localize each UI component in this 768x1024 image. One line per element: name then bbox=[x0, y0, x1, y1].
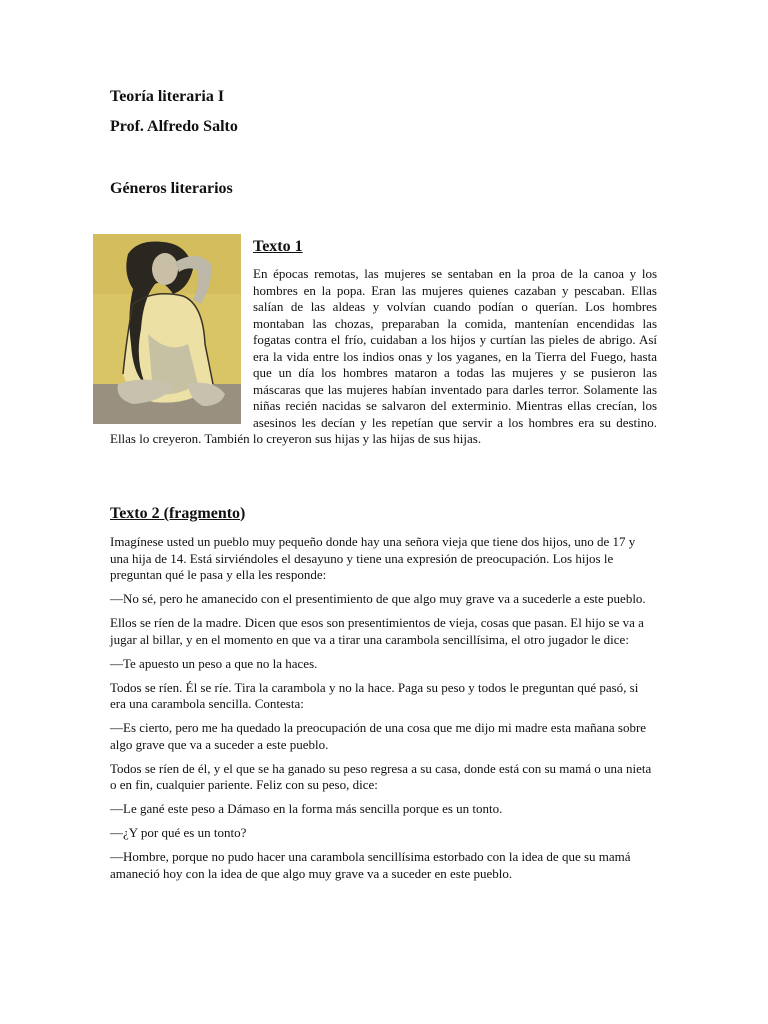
texto2-paragraph: —Es cierto, pero me ha quedado la preocupación de una cosa que me dijo mi madre esta mañana sobre algo grave que va a suceder a este pueblo. bbox=[110, 720, 647, 752]
texto2-paragraph: Todos se ríen de él, y el que se ha ganado su peso regresa a su casa, donde está con su mamá o una nieta o en fin, cualquier pariente. Feliz con su peso, dice: bbox=[110, 760, 652, 792]
image-wrap-spacer bbox=[110, 266, 253, 428]
texto2-paragraph: Imagínese usted un pueblo muy pequeño donde hay una señora vieja que tiene dos hijos, uno de 17 y una hija de 14. Está sirviéndoles el desayuno y tiene una expresión de preocupación. Los hijos le preguntan qué le pasa y ella les responde: bbox=[110, 534, 636, 582]
texto2-paragraph: —Hombre, porque no pudo hacer una carambola sencillísima estorbado con la idea de que su mamá amaneció hoy con la idea de que algo muy grave va a suceder en este pueblo. bbox=[110, 849, 631, 881]
texto2-body bbox=[110, 534, 657, 890]
texto2-paragraph: —Le gané este peso a Dámaso en la forma más sencilla porque es un tonto. bbox=[110, 801, 503, 816]
course-title: Teoría literaria I bbox=[110, 88, 225, 105]
texto1-paragraph bbox=[110, 266, 657, 448]
texto2-paragraph: Todos se ríen. Él se ríe. Tira la carambola y no la hace. Paga su peso y todos le preguntan qué pasó, si era una carambola sencilla. Contesta: bbox=[110, 679, 639, 711]
texto2-paragraph: —No sé, pero he amanecido con el presentimiento de que algo muy grave va a sucederle a este pueblo. bbox=[110, 591, 646, 606]
texto1-text: En épocas remotas, las mujeres se sentaban en la proa de la canoa y los hombres en la popa. Eran las mujeres quienes cazaban y pescaban. Ellas salían de las aldeas y volvían cuando podían o querían. Los hombres montaban las chozas, preparaban la comida, mantenían encendidas las fogatas contra el frío, cuidaban a los hijos y curtían las pieles de abrigo. Así era la vida entre los indios onas y los yaganes, en la Tierra del Fuego, hasta que un día los hombres mataron a todas las mujeres y se pusieron las máscaras que las mujeres habían inventado para darles terror. Solamente las niñas recién nacidas se salvaron del exterminio. Mientras ellas crecían, los asesinos les decían y les repetían que servir a los hombres era su destino. Ellas lo creyeron. También lo creyeron sus hijas y las hijas de sus hijas. bbox=[110, 266, 657, 446]
texto2-paragraph: —Te apuesto un peso a que no la haces. bbox=[110, 655, 318, 671]
texto1-heading: Texto 1 bbox=[253, 238, 303, 255]
texto2-heading-label: Texto 2 (fragmento bbox=[110, 505, 241, 522]
professor-name: Prof. Alfredo Salto bbox=[110, 118, 238, 135]
texto2-paragraph: —¿Y por qué es un tonto? bbox=[110, 825, 247, 840]
texto2-heading bbox=[110, 505, 245, 523]
texto2-paragraph: Ellos se ríen de la madre. Dicen que esos son presentimientos de vieja, cosas que pasan. El hijo se va a jugar al billar, y en el momento en que va a tirar una carambola sencillísima, el otro jugador le dice: bbox=[110, 615, 644, 647]
section-title: Géneros literarios bbox=[110, 180, 233, 197]
texto2-heading-close: ) bbox=[240, 505, 246, 522]
